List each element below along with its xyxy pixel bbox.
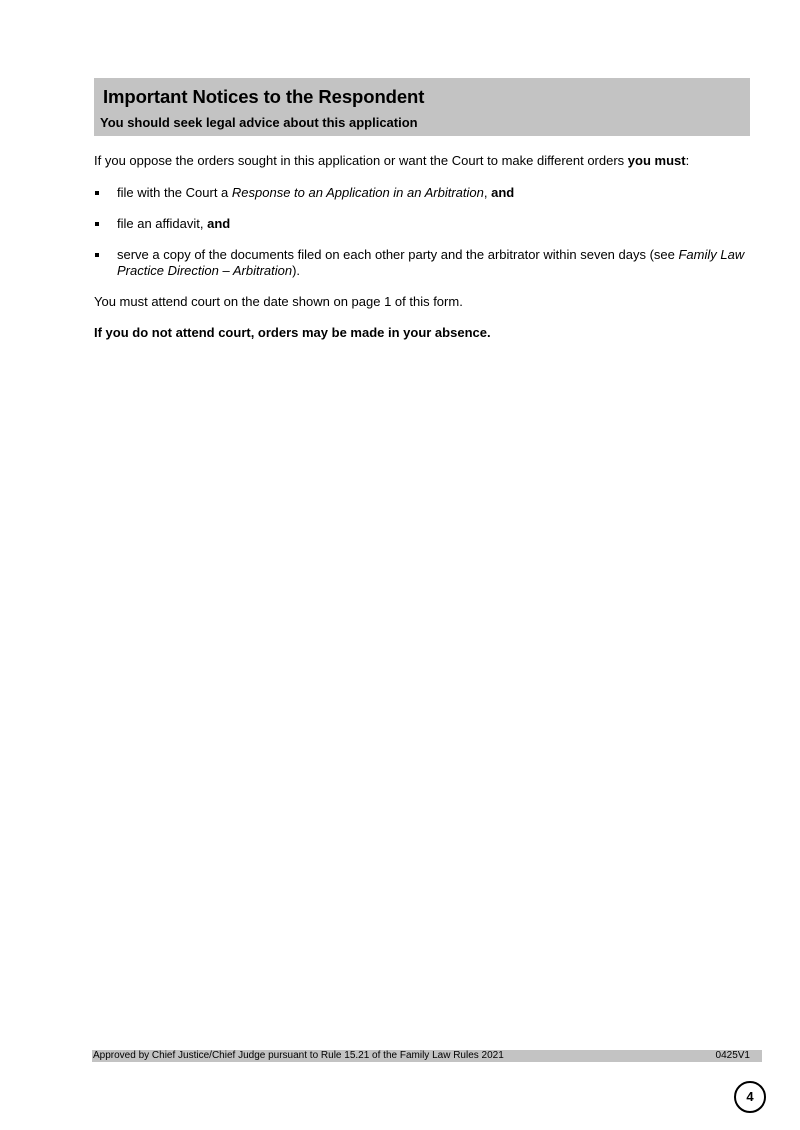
bullet-text: file with the Court a <box>117 185 232 200</box>
notice-header <box>94 78 750 136</box>
intro-emphasis: you must <box>627 153 686 168</box>
bullet-item-file-affidavit <box>94 216 774 232</box>
attend-paragraph: You must attend court on the date shown on page 1 of this form. <box>94 294 463 309</box>
intro-text: If you oppose the orders sought in this application or want the Court to make different orders <box>94 153 628 168</box>
bullet-square-icon <box>95 191 99 195</box>
bullet-square-icon <box>95 222 99 226</box>
page-number-badge: 4 <box>734 1081 766 1113</box>
intro-end: : <box>685 153 690 168</box>
bullet-form-name: Response to an Application in an Arbitration <box>231 185 484 200</box>
footer-approval-text: Approved by Chief Justice/Chief Judge pursuant to Rule 15.21 of the Family Law Rules 2021 <box>93 1050 504 1061</box>
absence-warning: If you do not attend court, orders may be made in your absence. <box>94 325 491 340</box>
bullet-item-serve-copy <box>94 247 774 279</box>
footer-form-code: 0425V1 <box>715 1050 750 1061</box>
notice-content <box>94 153 774 341</box>
bullet-practice-direction: Family Law Practice Direction – Arbitration <box>117 247 745 278</box>
bullet-square-icon <box>95 253 99 257</box>
intro-paragraph <box>94 153 774 169</box>
notice-title: Important Notices to the Respondent <box>103 86 425 107</box>
footer-bar <box>92 1050 762 1062</box>
bullet-text-mid: , <box>483 185 492 200</box>
bullet-conjunction: and <box>491 185 515 200</box>
bullet-conjunction: and <box>207 216 231 231</box>
notice-subtitle: You should seek legal advice about this application <box>100 115 418 130</box>
bullet-text: file an affidavit, <box>117 216 208 231</box>
bullet-item-file-response <box>94 185 774 201</box>
bullet-text: serve a copy of the documents filed on each other party and the arbitrator within seven days (see <box>117 247 679 262</box>
bullet-text-end: ). <box>292 263 301 278</box>
